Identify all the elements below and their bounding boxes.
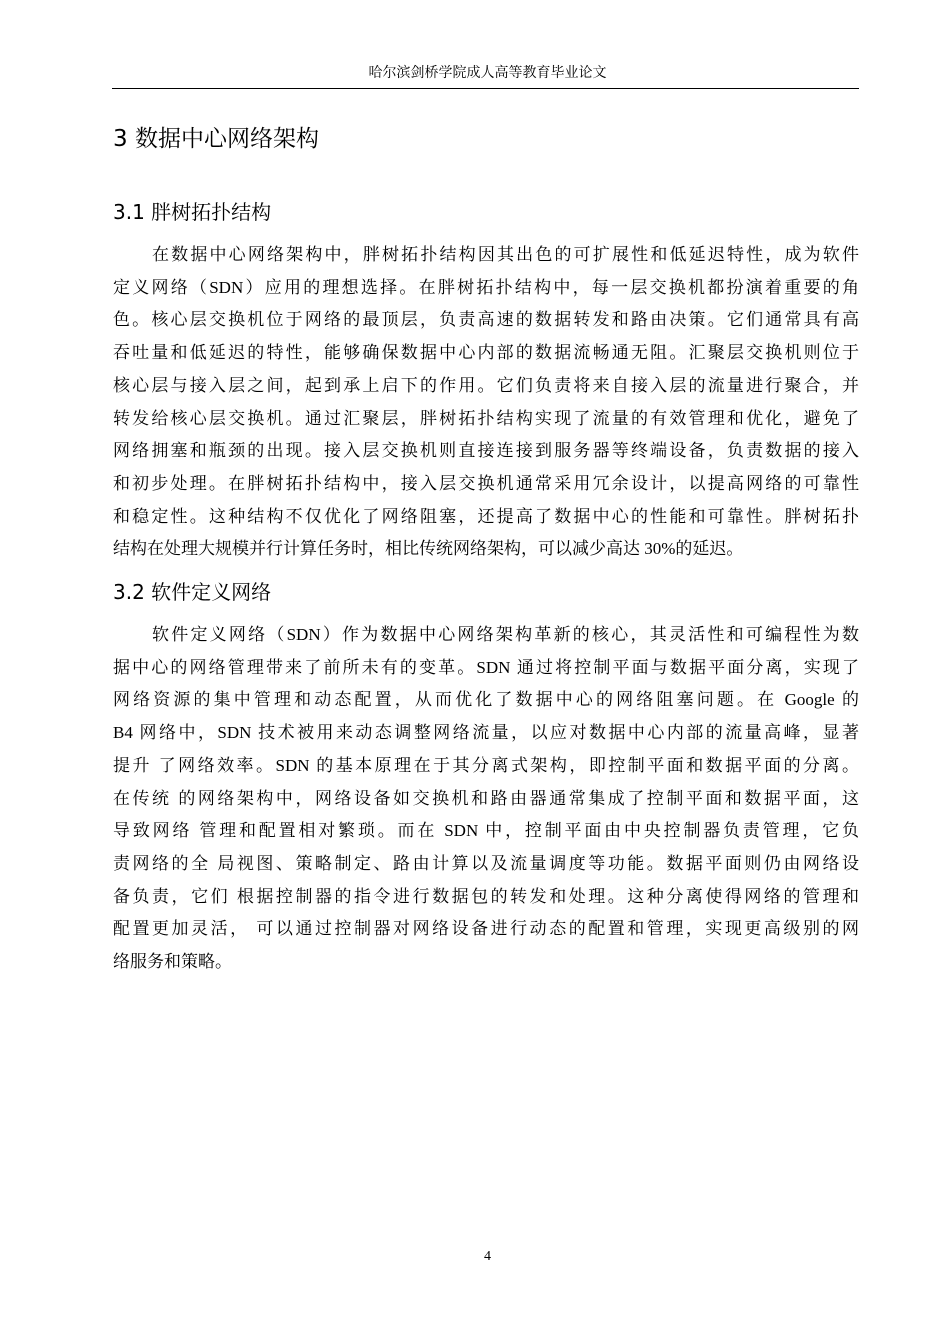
section-3-1-paragraph	[113, 239, 859, 566]
paragraph-line: 网络资源的集中管理和动态配置，从而优化了数据中心的网络阻塞问题。在 Google 的	[113, 690, 859, 710]
paragraph-line: 备负责，它们 根据控制器的指令进行数据包的转发和处理。这种分离使得网络的管理和	[113, 886, 859, 906]
paragraph-line: 在数据中心网络架构中，胖树拓扑结构因其出色的可扩展性和低延迟特性，成为软件	[152, 245, 859, 264]
paragraph-line: 在传统 的网络架构中，网络设备如交换机和路由器通常集成了控制平面和数据平面，这	[113, 788, 859, 808]
paragraph-line: 结构在处理大规模并行计算任务时，相比传统网络架构，可以减少高达 30%的延迟。	[113, 539, 744, 559]
chapter-title: 3 数据中心网络架构	[113, 126, 319, 152]
section-title-3-2: 3.2 软件定义网络	[113, 580, 272, 604]
paragraph-line: 色。核心层交换机位于网络的最顶层，负责高速的数据转发和路由决策。它们通常具有高	[113, 310, 859, 330]
section-title-3-1: 3.1 胖树拓扑结构	[113, 200, 272, 224]
paragraph-line: 配置更加灵活， 可以通过控制器对网络设备进行动态的配置和管理，实现更高级别的网	[113, 919, 859, 939]
paragraph-line: B4 网络中，SDN 技术被用来动态调整网络流量，以应对数据中心内部的流量高峰，显著	[113, 723, 859, 743]
header-divider	[112, 88, 859, 89]
paragraph-line: 和初步处理。在胖树拓扑结构中，接入层交换机通常采用冗余设计，以提高网络的可靠性	[113, 473, 859, 493]
paragraph-line: 导致网络 管理和配置相对繁琐。而在 SDN 中，控制平面由中央控制器负责管理，它负	[113, 821, 859, 841]
page-header: 哈尔滨剑桥学院成人高等教育毕业论文	[368, 66, 607, 81]
paragraph-line: 据中心的网络管理带来了前所未有的变革。SDN 通过将控制平面与数据平面分离，实现了	[113, 657, 859, 677]
paragraph-line: 责网络的全 局视图、策略制定、路由计算以及流量调度等功能。数据平面则仍由网络设	[113, 853, 859, 873]
page-number: 4	[484, 1249, 491, 1264]
paragraph-line: 络服务和策略。	[113, 952, 232, 972]
paragraph-line: 核心层与接入层之间，起到承上启下的作用。它们负责将来自接入层的流量进行聚合，并	[113, 375, 859, 395]
section-3-2-paragraph	[113, 619, 859, 979]
paragraph-line: 和稳定性。这种结构不仅优化了网络阻塞，还提高了数据中心的性能和可靠性。胖树拓扑	[113, 506, 859, 526]
paragraph-line: 软件定义网络（SDN）作为数据中心网络架构革新的核心，其灵活性和可编程性为数	[152, 625, 859, 644]
paragraph-line: 定义网络（SDN）应用的理想选择。在胖树拓扑结构中，每一层交换机都扮演着重要的角	[113, 277, 859, 297]
paragraph-line: 提升 了网络效率。SDN 的基本原理在于其分离式架构，即控制平面和数据平面的分离。	[113, 755, 859, 775]
paragraph-line: 吞吐量和低延迟的特性，能够确保数据中心内部的数据流畅通无阻。汇聚层交换机则位于	[113, 343, 859, 363]
paragraph-line: 网络拥塞和瓶颈的出现。接入层交换机则直接连接到服务器等终端设备，负责数据的接入	[113, 441, 859, 461]
paragraph-line: 转发给核心层交换机。通过汇聚层，胖树拓扑结构实现了流量的有效管理和优化，避免了	[113, 408, 859, 428]
